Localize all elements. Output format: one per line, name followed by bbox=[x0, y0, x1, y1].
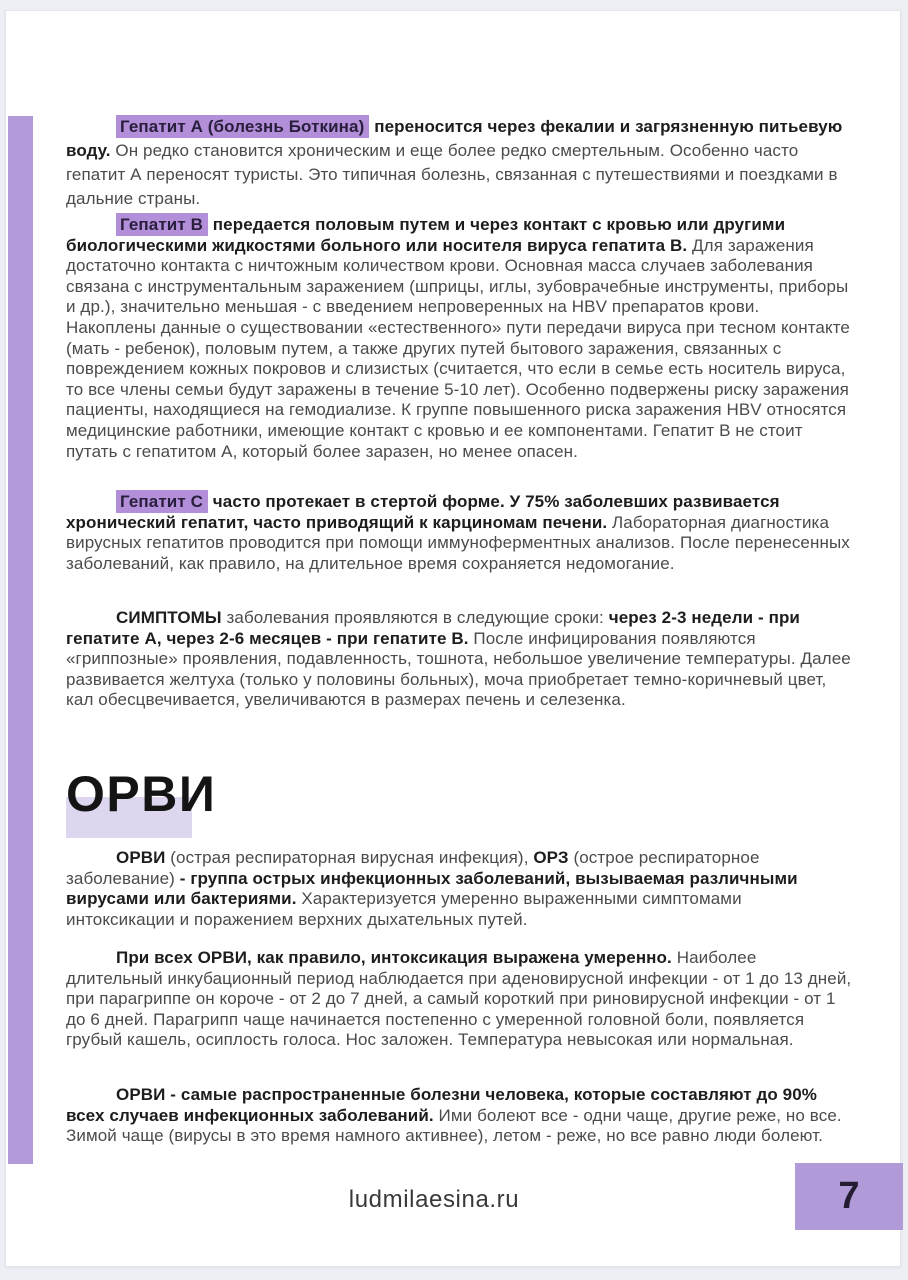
body-text: Он редко становится хроническим и еще более редко смертельным. Особенно часто гепатит А переносят туристы. Это типичная болезнь, связанная с путешествиями и поездками в дальние страны. bbox=[66, 141, 838, 208]
paragraph-symptoms bbox=[66, 608, 852, 711]
footer-website: ludmilaesina.ru bbox=[348, 1186, 520, 1213]
left-accent-bar bbox=[8, 116, 33, 1164]
bold-text: часто протекает в стертой форме. У 75% заболевших развивается хронический гепатит, часто приводящий к карциномам печени. bbox=[66, 492, 780, 532]
paragraph-hepatitis-a bbox=[66, 115, 852, 211]
highlight-term-hepatitis-c: Гепатит С bbox=[116, 490, 208, 513]
body-text: (острое респираторное заболевание) bbox=[66, 848, 760, 888]
section-heading-orvi bbox=[66, 766, 466, 849]
bold-text: переносится через фекалии и загрязненную питьевую воду. bbox=[66, 117, 843, 160]
page-number: 7 bbox=[838, 1175, 860, 1217]
bold-text: ОРВИ - самые распространенные болезни человека, которые составляют до 90% всех случаев инфекционных заболеваний. bbox=[66, 1085, 817, 1125]
highlight-term-hepatitis-b: Гепатит В bbox=[116, 213, 208, 236]
bold-text: через 2-3 недели - при гепатите А, через 2-6 месяцев - при гепатите В. bbox=[66, 608, 800, 648]
paragraph-hepatitis-b bbox=[66, 215, 852, 462]
bold-text: При всех ОРВИ, как правило, интоксикация выражена умеренно. bbox=[116, 948, 672, 967]
paragraph-orvi-intoxication bbox=[66, 948, 852, 1051]
page-number-box bbox=[795, 1163, 903, 1230]
body-text: Ими болеют все - одни чаще, другие реже, но все. Зимой чаще (вирусы в это время намного активнее), летом - реже, но все равно люди болеют. bbox=[66, 1105, 842, 1146]
body-text: Лабораторная диагностика вирусных гепатитов проводится при помощи иммуноферментных анализов. После перенесенных заболеваний, как правило, на длительное время сохраняется недомогание. bbox=[66, 512, 850, 573]
paragraph-orvi-definition bbox=[66, 848, 852, 930]
body-text: заболевания проявляются в следующие сроки: bbox=[221, 608, 609, 627]
body-text: Характеризуется умеренно выраженными симптомами интоксикации и поражением верхних дыхательных путей. bbox=[66, 889, 742, 929]
body-text: (острая респираторная вирусная инфекция), bbox=[165, 848, 534, 867]
body-text: Наиболее длительный инкубационный период наблюдается при аденовирусной инфекции - от 1 до 13 дней, при парагриппе он короче - от 2 до 7 дней, а самый короткий при риновирусной инфекции - от 1 до 6 дней. Парагрипп чаще начинается постепенно с умеренной головной боли, появляется грубый кашель, осиплость голоса. Нос заложен. Температура невысокая или нормальная. bbox=[66, 948, 852, 1050]
bold-text: передается половым путем и через контакт с кровью или другими биологическими жидкостями больного или носителя вируса гепатита В. bbox=[66, 215, 786, 255]
bold-text: ОРВИ bbox=[116, 848, 166, 867]
body-text: После инфицирования появляются «гриппозные» проявления, подавленность, тошнота, небольшое увеличение температуры. Далее развивается желтуха (только у половины больных), моча приобретает темно-коричневый цвет, кал обесцвечивается, увеличиваются в размерах печень и селезенка. bbox=[66, 628, 851, 710]
document-page bbox=[5, 10, 901, 1267]
bold-text: ОРЗ bbox=[533, 848, 569, 867]
paragraph-hepatitis-c bbox=[66, 492, 852, 574]
bold-text: СИМПТОМЫ bbox=[116, 608, 222, 627]
paragraph-orvi-prevalence bbox=[66, 1085, 852, 1147]
bold-text: - группа острых инфекционных заболеваний, вызываемая различными вирусами или бактериями. bbox=[66, 868, 798, 909]
section-title: ОРВИ bbox=[66, 766, 217, 822]
body-text: Для заражения достаточно контакта с ничтожным количеством крови. Основная масса случаев заболевания связана с инструментальным заражением (шприцы, иглы, зубоврачебные инструменты, приборы и др.), значительно меньшая - с введением непроверенных на HBV препаратов крови. Накоплены данные о существовании «естественного» пути передачи вируса при тесном контакте (мать - ребенок), половым путем, а также других путей бытового заражения, связанных с повреждением кожных покровов и слизистых (считается, что если в семье есть носитель вируса, то все члены семьи будут заражены в течение 5-10 лет). Особенно подвержены риску заражения пациенты, находящиеся на гемодиализе. К группе повышенного риска заражения HBV относятся медицинские работники, имеющие контакт с кровью и ее компонентами. Гепатит В не стоит путать с гепатитом А, который более заразен, но менее опасен. bbox=[66, 235, 850, 461]
highlight-term-hepatitis-a: Гепатит А (болезнь Боткина) bbox=[116, 115, 369, 138]
